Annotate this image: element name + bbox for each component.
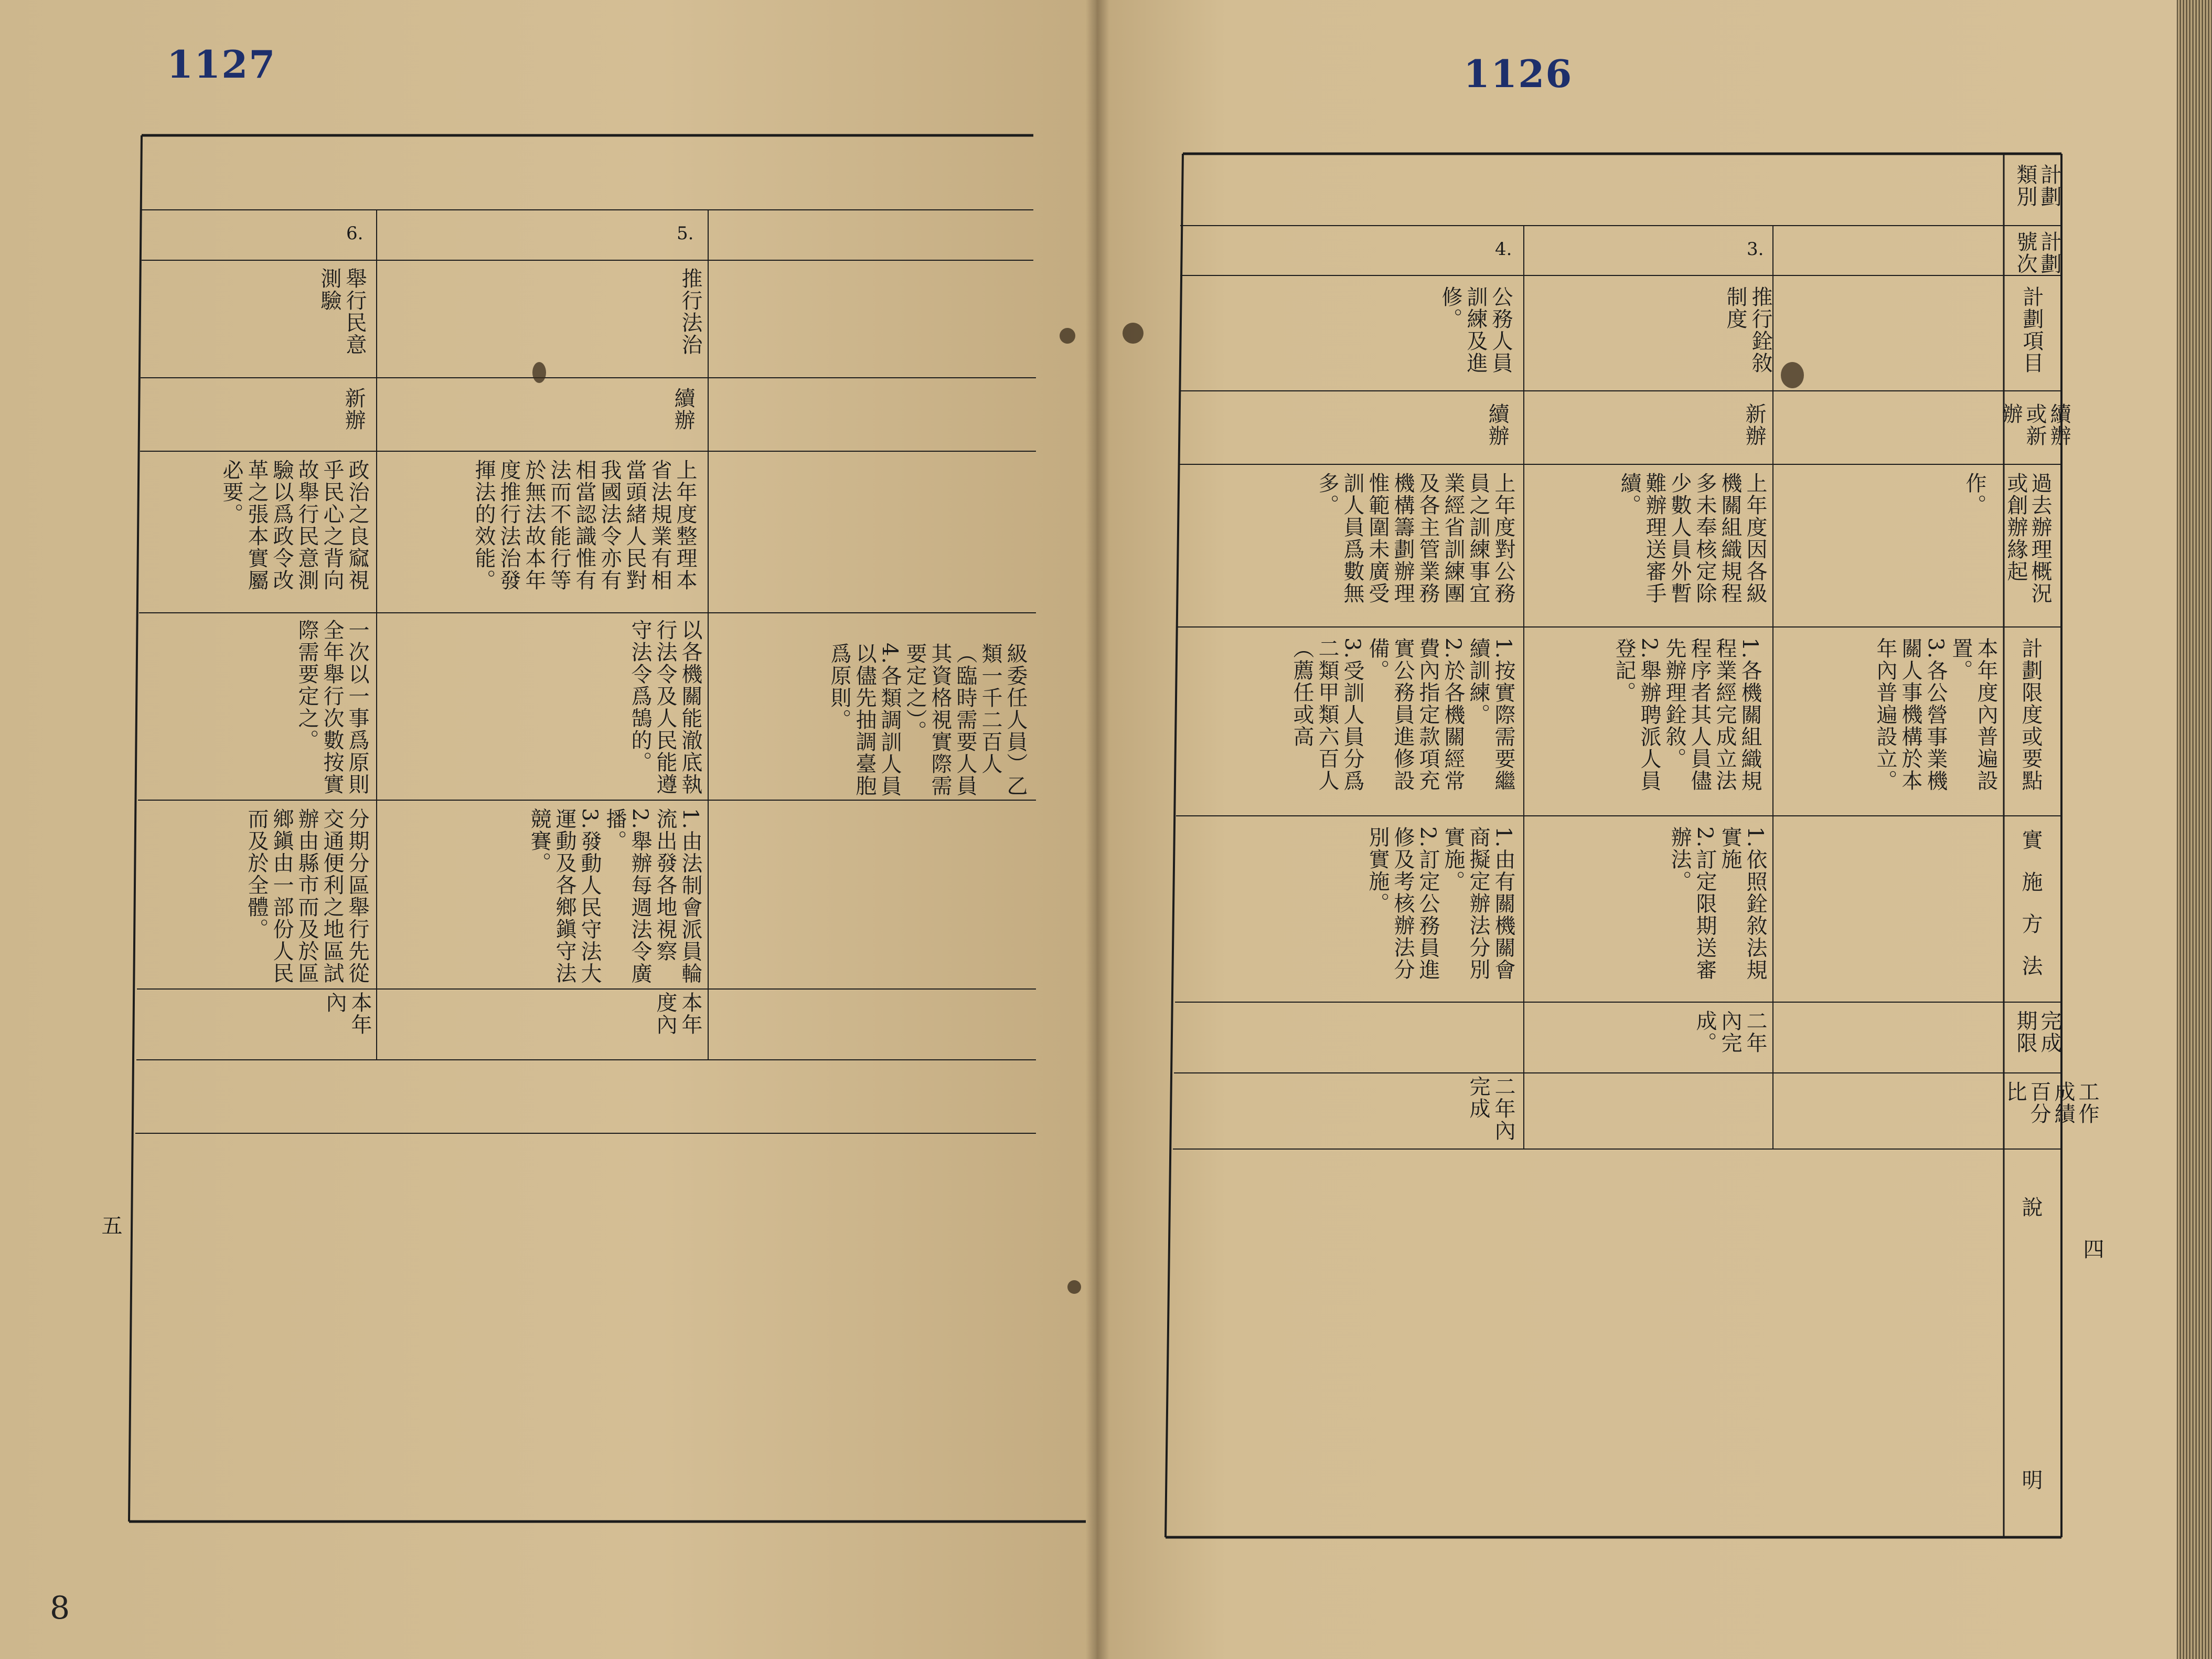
row3-deadline: 二年內完成。 — [1693, 1010, 1767, 1054]
header-plan-item: 計劃項目 — [2019, 286, 2044, 374]
header-methods: 實施方法 — [2018, 829, 2043, 997]
row6-deadline: 本年內 — [323, 992, 372, 1036]
row3-status: 新辦 — [1742, 403, 1766, 447]
header-deadline: 完成期限 — [2013, 1010, 2061, 1054]
row3-methods: 1.依照銓敘法規實施 2.訂定限期送審辦法。 — [1668, 826, 1767, 981]
paper-stain — [1781, 362, 1804, 388]
row6-status: 新辦 — [341, 387, 366, 431]
row5-methods: 1.由法制會派員輪流出發各地視察 2.舉辦每週法令廣播。 3.發動人民守法大運動及各鄉鎭守法競賽。 — [527, 808, 702, 985]
row5-number: 5. — [677, 223, 694, 244]
row5-limits: 以各機關能澈底執行法令及人民能遵守法令爲鵠的。 — [628, 619, 702, 795]
row3-item: 推行銓敘制度 — [1723, 286, 1772, 374]
binding-hole — [1123, 323, 1144, 344]
row2-limits-tail: 本年度內普遍設置。 3.各公營事業機關人事機構於本年內普遍設立。 — [1873, 637, 1998, 792]
row6-limits: 一次以一事爲原則全年舉行次數按實際需要定之。 — [295, 619, 369, 795]
paper-stain — [532, 362, 546, 383]
right-stamp-number: 1126 — [1463, 51, 1573, 96]
right-page-number: 四 — [2080, 1238, 2104, 1259]
row6-number: 6. — [346, 223, 364, 244]
row6-history: 政治之良窳視乎民心之背向故舉行民意測驗以爲政令改革之張本實屬必要。 — [219, 459, 369, 591]
row3-history: 上年度因各級機關組織規程多未奉核定除少數人員外暫難辦理送審手續。 — [1617, 472, 1767, 604]
row4-limits: 1.按實際需要繼續訓練。 2.於各機關經常費內指定款項充實公務員進修設備。 3.受訓人員分爲二類甲類六百人（薦任或高 — [1290, 637, 1515, 792]
left-stamp-number: 1127 — [167, 42, 276, 87]
row6-methods: 分期分區舉行先從交通便利之地區試辦由縣市而及於區鄉鎭由一部份人民而及於全體。 — [244, 808, 369, 984]
header-plan-category: 計劃類別 — [2013, 164, 2061, 208]
left-page-number: 五 — [98, 1215, 122, 1236]
row5-item: 推行法治 — [678, 268, 702, 356]
row2-history-tail: 作。 — [1962, 472, 1986, 516]
row3-limits: 1.各機關組織規程業經完成立法程序者其人員儘先辦理銓敘。 2.舉辦聘派人員登記。 — [1612, 637, 1762, 792]
header-limits: 計劃限度或要點 — [2018, 637, 2043, 792]
row6-item: 舉行民意測驗 — [317, 268, 367, 356]
row4-limits-continued: 級委任人員）乙類一千二百人（臨時需要人員其資格視實際需要定之）。 4.各類調訓人員以儘先抽調臺胞爲原則。 — [827, 643, 1028, 797]
corner-mark: 8 — [50, 1590, 70, 1626]
header-notes-2: 明 — [2018, 1469, 2043, 1491]
row5-status: 續辦 — [671, 387, 695, 431]
row4-deadline: 二年內完成 — [1466, 1076, 1515, 1142]
header-continue-or-new: 續辦或新辦 — [1999, 403, 2071, 447]
row4-number: 4. — [1495, 239, 1512, 260]
row4-status: 續辦 — [1485, 403, 1509, 447]
row5-history: 上年度整理本省法規業有相當頭緒人民對我國法令亦有相當認識惟有法而不能行等於無法故本年度推行法治發揮法的效能。 — [472, 459, 697, 591]
row4-history: 上年度對公務員之訓練事宜業經省訓練團及各主管業務機構籌劃辦理惟範圍未廣受訓人員爲數無多。 — [1315, 472, 1515, 604]
binding-hole — [1060, 328, 1075, 344]
row3-number: 3. — [1747, 239, 1764, 260]
header-plan-number: 計劃號次 — [2013, 231, 2061, 275]
binding-hole — [1067, 1280, 1081, 1294]
row5-deadline: 本年度內 — [653, 992, 702, 1036]
row4-methods: 1.由有關機關會商擬定辦法分別實施。 2.訂定公務員進修及考核辦法分別實施。 — [1365, 826, 1515, 981]
header-notes-1: 說 — [2018, 1196, 2043, 1218]
header-progress: 工作成績百分比 — [2003, 1081, 2099, 1125]
row4-item: 公務人員訓練及進修。 — [1438, 286, 1513, 374]
header-past-status: 過去辦理概況或創辦緣起 — [2004, 472, 2052, 604]
